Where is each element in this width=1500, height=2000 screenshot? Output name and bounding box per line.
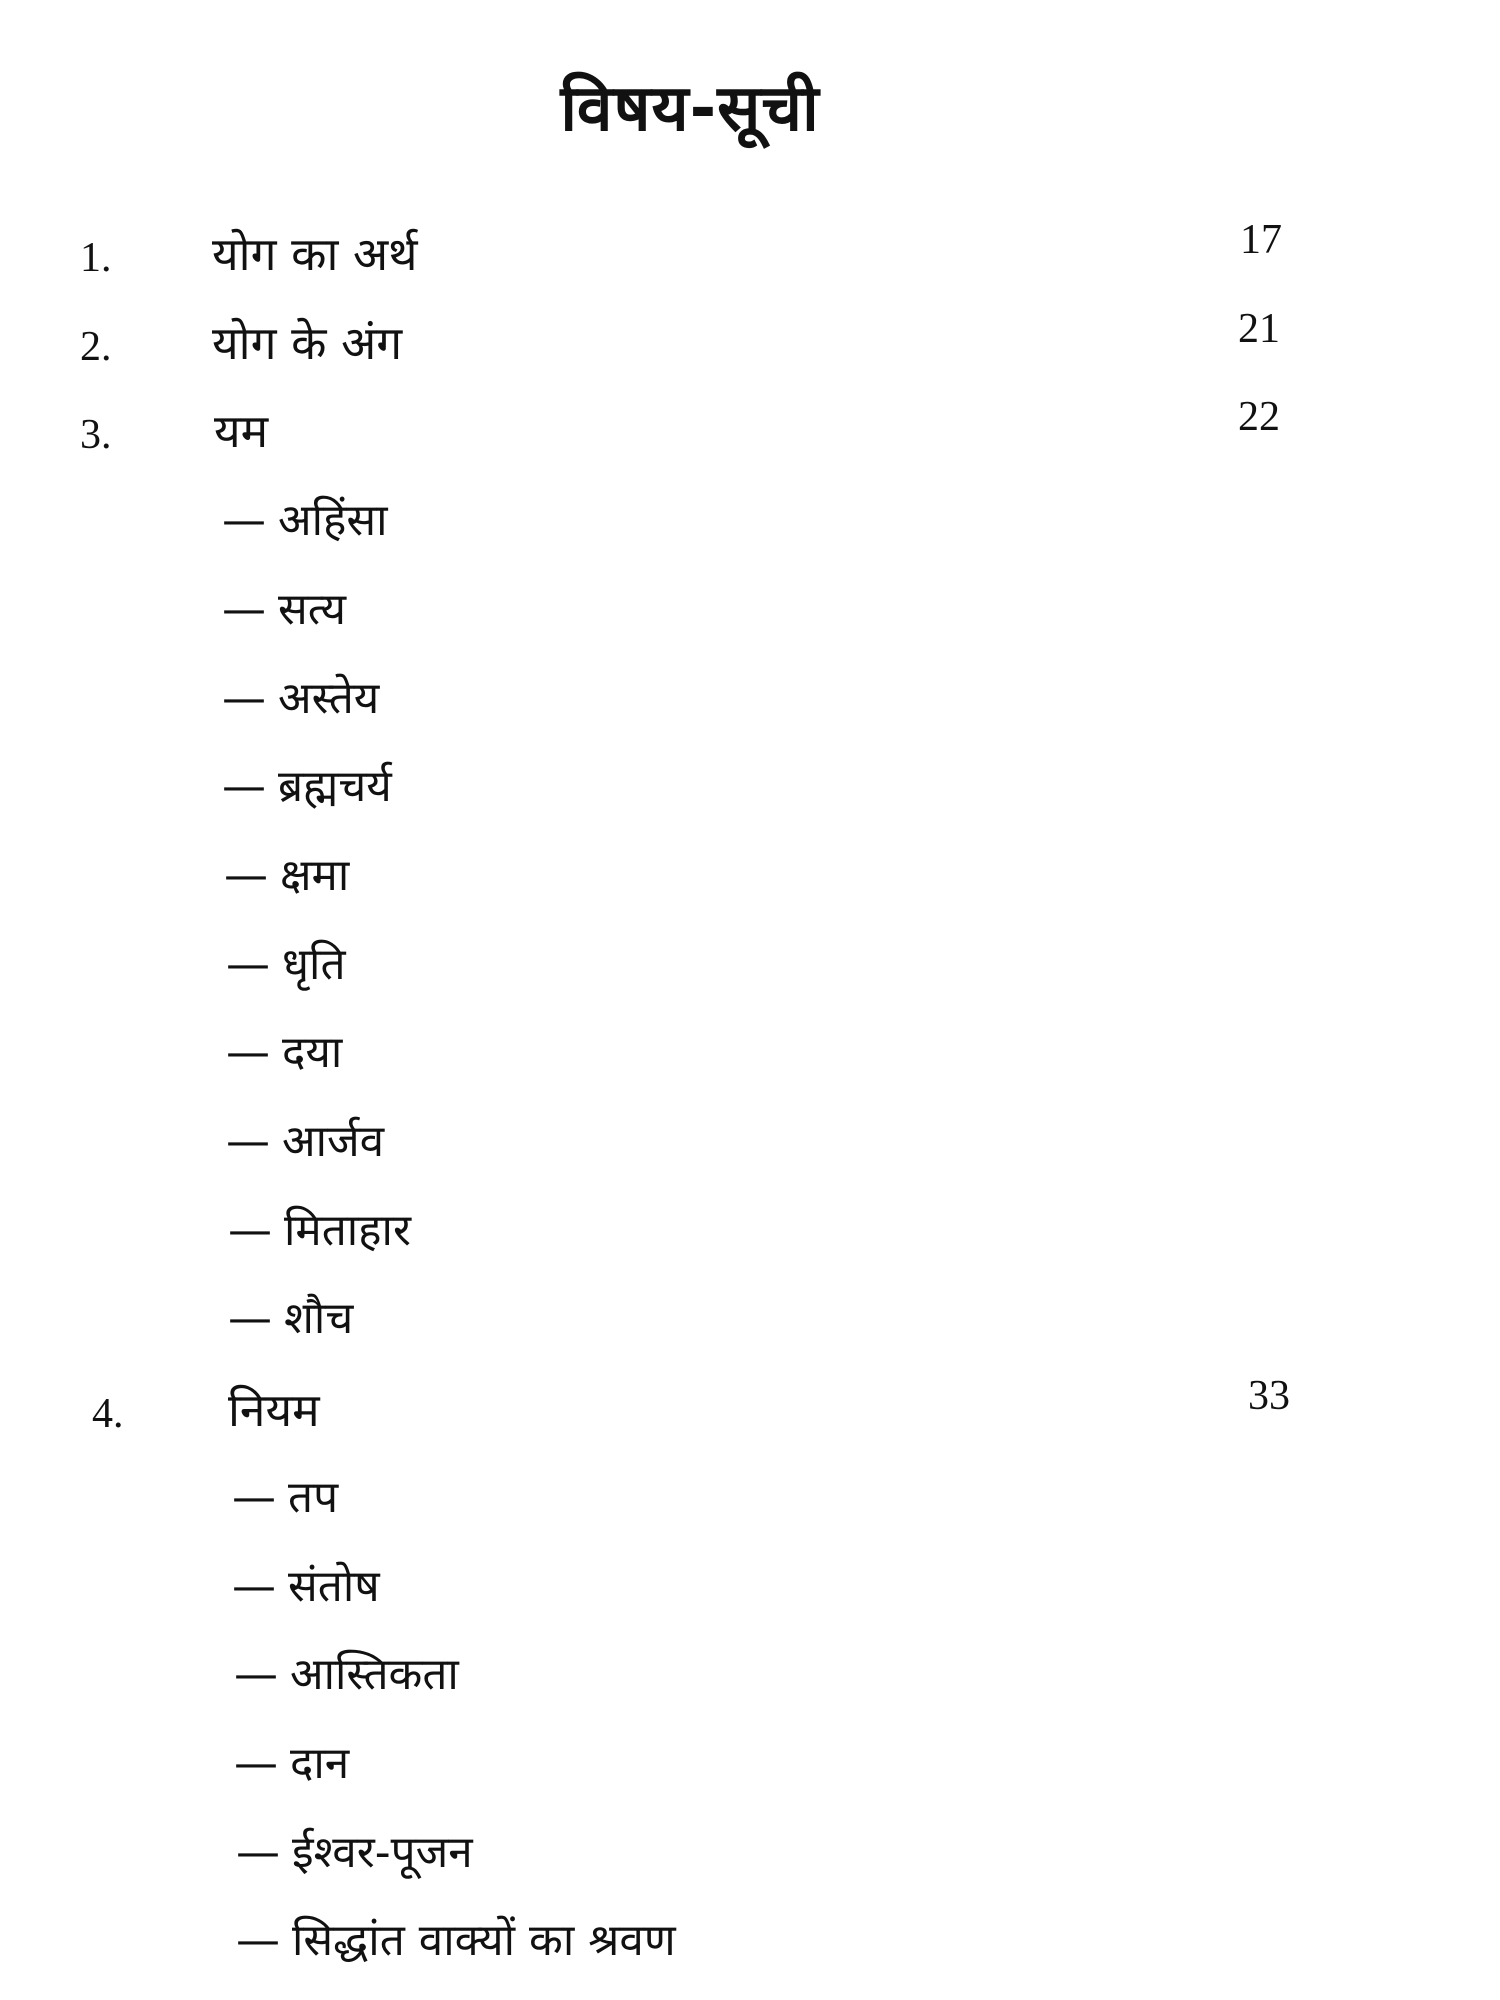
list-item-label: ईश्वर-पूजन <box>292 1827 473 1878</box>
list-item-label: मिताहार <box>284 1205 411 1256</box>
entry-page-number: 21 <box>1238 306 1280 352</box>
list-item <box>228 1286 353 1356</box>
list-item <box>236 1908 676 1978</box>
list-item <box>236 1820 473 1890</box>
dash-marker: — <box>222 584 266 635</box>
list-item <box>234 1642 459 1712</box>
dash-marker: — <box>232 1472 276 1523</box>
entry-number: 3. <box>80 412 112 458</box>
list-item <box>224 843 349 913</box>
dash-marker: — <box>236 1827 280 1878</box>
dash-marker: — <box>222 761 266 812</box>
dash-marker: — <box>226 1116 270 1167</box>
dash-marker: — <box>226 939 270 990</box>
list-item <box>226 932 346 1002</box>
dash-marker: — <box>236 1915 280 1966</box>
list-item-label: आर्जव <box>282 1116 385 1167</box>
list-item <box>222 754 392 824</box>
entry-number: 1. <box>80 235 112 281</box>
dash-marker: — <box>234 1738 278 1789</box>
dash-marker: — <box>228 1205 272 1256</box>
list-item-label: क्षमा <box>280 850 350 901</box>
toc-entry <box>0 394 1500 479</box>
entry-page-number: 22 <box>1238 394 1280 440</box>
list-item-label: संतोष <box>288 1561 380 1612</box>
list-item <box>222 488 388 558</box>
list-item-label: दया <box>282 1027 343 1078</box>
dash-marker: — <box>222 495 266 546</box>
dash-marker: — <box>222 673 266 724</box>
list-item <box>228 1198 411 1268</box>
entry-page-number: 17 <box>1240 217 1282 263</box>
page-title: विषय-सूची <box>560 72 820 146</box>
list-item-label: आस्तिकता <box>290 1649 459 1700</box>
list-item-label: तप <box>288 1472 339 1523</box>
entry-page-number: 33 <box>1248 1373 1290 1419</box>
dash-marker: — <box>228 1293 272 1344</box>
dash-marker: — <box>224 850 268 901</box>
entry-title: नियम <box>228 1383 320 1437</box>
list-item <box>226 1020 342 1090</box>
list-item-label: सत्य <box>278 584 347 635</box>
list-item-label: ब्रह्मचर्य <box>278 761 392 812</box>
list-item-label: धृति <box>282 939 346 990</box>
list-item <box>222 577 346 647</box>
toc-entry <box>0 217 1500 302</box>
entry-number: 4. <box>92 1391 124 1437</box>
list-item <box>232 1554 380 1624</box>
list-item <box>226 1109 384 1179</box>
list-item-label: शौच <box>284 1293 354 1344</box>
entry-title: योग का अर्थ <box>212 227 418 281</box>
entry-title: यम <box>214 404 269 458</box>
list-item <box>232 1465 338 1535</box>
list-item-label: दान <box>290 1738 350 1789</box>
list-item <box>222 666 379 736</box>
list-item-label: अस्तेय <box>278 673 380 724</box>
list-item-label: सिद्धांत वाक्यों का श्रवण <box>292 1915 676 1966</box>
list-item <box>234 1731 349 1801</box>
entry-title: योग के अंग <box>212 316 403 370</box>
toc-entry <box>0 1373 1500 1458</box>
entry-number: 2. <box>80 324 112 370</box>
dash-marker: — <box>234 1649 278 1700</box>
dash-marker: — <box>232 1561 276 1612</box>
list-item-label: अहिंसा <box>278 495 388 546</box>
toc-entry <box>0 306 1500 391</box>
dash-marker: — <box>226 1027 270 1078</box>
